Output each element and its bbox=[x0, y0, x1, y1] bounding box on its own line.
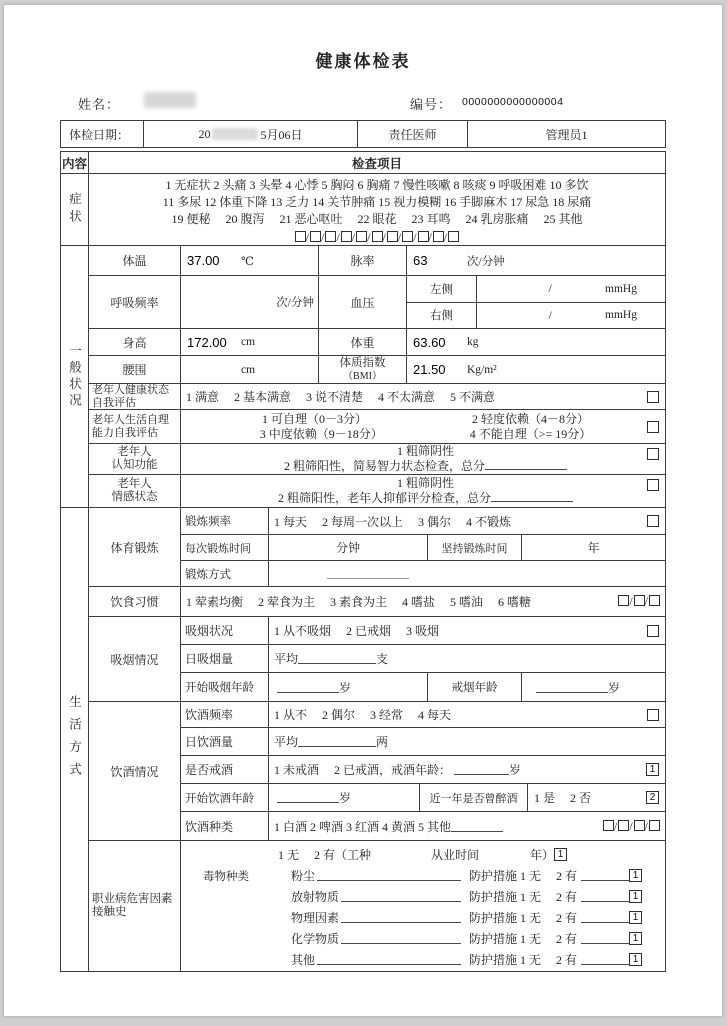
selfcare-opt2: 2 轻度依赖（4－8分） bbox=[471, 411, 589, 426]
exercise-persist-unit-cell[interactable]: 年 bbox=[587, 541, 600, 555]
bp-left-value-cell[interactable] bbox=[477, 276, 665, 302]
exercise-time-unit-cell[interactable]: 分钟 bbox=[269, 535, 428, 560]
emotion-score-blank[interactable] bbox=[491, 491, 573, 502]
doctor-value: 管理员1 bbox=[545, 127, 588, 142]
respiratory-rate-value-cell[interactable] bbox=[181, 276, 319, 328]
exam-date-suffix: 5月06日 bbox=[260, 127, 303, 142]
drinking-type-other-blank[interactable] bbox=[451, 821, 503, 832]
smoking-daily-blank[interactable] bbox=[298, 653, 376, 664]
elderly-health-self-label: 老年人健康状态 自我评估 bbox=[89, 384, 181, 409]
exam-date-prefix: 20 bbox=[198, 126, 211, 141]
elderly-selfcare-label: 老年人生活自理 能力自我评估 bbox=[89, 410, 181, 443]
waist-value-cell[interactable] bbox=[181, 356, 319, 383]
bp-left-slash: / bbox=[548, 281, 552, 296]
weight-unit: kg bbox=[467, 336, 479, 348]
drinking-start-age-cell: 岁 bbox=[269, 784, 420, 811]
exercise-freq-options: 1 每天 2 每周一次以上 3 偶尔 4 不锻炼 bbox=[274, 514, 512, 529]
temperature-unit: ℃ bbox=[241, 255, 254, 268]
waist-unit: cm bbox=[241, 363, 256, 376]
respiratory-rate-label: 呼吸频率 bbox=[89, 276, 181, 328]
section-label-symptoms: 症状 bbox=[67, 192, 82, 227]
document-page bbox=[4, 5, 722, 1016]
toxin-name: 放射物质 bbox=[290, 890, 339, 904]
pulse-value-cell bbox=[407, 246, 665, 275]
elderly-selfcare-options-cell bbox=[181, 410, 665, 443]
exercise-label: 体育锻炼 bbox=[89, 508, 181, 586]
symptom-options-line3: 19 便秘 20 腹泻 21 恶心呕吐 22 眼花 23 耳鸣 24 乳房胀痛 25 其他 bbox=[171, 212, 583, 226]
protection-text: 防护措施 1 无 2 有 bbox=[468, 932, 577, 946]
symptom-options-line1: 1 无症状 2 头痛 3 头晕 4 心悸 5 胸闷 6 胸痛 7 慢性咳嗽 8 咳痰 9 呼吸困难 10 多饮 bbox=[165, 178, 589, 192]
exam-date-value bbox=[144, 121, 358, 147]
exercise-freq-options-cell bbox=[269, 508, 665, 534]
smoking-start-age-cell: 岁 bbox=[269, 673, 428, 701]
drunk-past-year-options: 1 是 2 否 bbox=[534, 791, 592, 805]
bmi-label-line1: 体质指数 bbox=[339, 356, 386, 369]
drinking-start-age-label: 开始饮酒年龄 bbox=[181, 784, 269, 811]
smoking-daily-post: 支 bbox=[376, 652, 389, 666]
weight-label: 体重 bbox=[319, 329, 407, 355]
drinking-start-age-blank[interactable] bbox=[277, 792, 339, 803]
pulse-value: 63 bbox=[413, 253, 428, 268]
elderly-emotion-label: 老年人 情感状态 bbox=[89, 475, 181, 507]
bp-left-unit: mmHg bbox=[605, 282, 637, 295]
selfcare-opt1: 1 可自理（0－3分） bbox=[261, 411, 367, 426]
smoking-group bbox=[89, 617, 665, 702]
checkbox-elderly-selfcare[interactable] bbox=[647, 421, 659, 433]
toxin-name: 其他 bbox=[290, 953, 315, 967]
checkbox-elderly-cognition[interactable] bbox=[647, 448, 659, 460]
weight-value-cell bbox=[407, 329, 665, 355]
cognition-score-blank[interactable] bbox=[485, 459, 567, 470]
toxin-name: 粉尘 bbox=[290, 869, 315, 883]
drinking-daily-label: 日饮酒量 bbox=[181, 728, 269, 755]
cognition-opt1: 1 粗筛阴性 bbox=[396, 444, 454, 458]
smoking-status-options-cell bbox=[269, 617, 665, 644]
toxin-blank[interactable] bbox=[341, 891, 461, 902]
selfcare-opt3: 3 中度依赖（9－18分） bbox=[259, 426, 383, 441]
drinking-freq-options: 1 从不 2 偶尔 3 经常 4 每天 bbox=[274, 708, 452, 722]
section-symptoms bbox=[61, 174, 665, 246]
waist-label: 腰围 bbox=[89, 356, 181, 383]
checkbox-elderly-health-self[interactable] bbox=[647, 391, 659, 403]
protection-text: 防护措施 1 无 2 有 bbox=[468, 890, 577, 904]
exercise-mode-blank[interactable] bbox=[327, 568, 409, 579]
weight-value: 63.60 bbox=[413, 334, 446, 350]
toxin-name: 化学物质 bbox=[290, 932, 339, 946]
checkbox-exercise-freq[interactable] bbox=[647, 515, 659, 527]
protection-text: 防护措施 1 无 2 有 bbox=[468, 953, 577, 967]
protection-text: 防护措施 1 无 2 有 bbox=[468, 911, 577, 925]
section-label-lifestyle: 生活方式 bbox=[67, 694, 82, 785]
symptom-options-cell bbox=[89, 174, 665, 245]
bp-right-label: 右侧 bbox=[407, 303, 477, 329]
answer-box-toxin-3[interactable]: 1 bbox=[629, 911, 642, 924]
toxin-blank[interactable] bbox=[317, 954, 461, 965]
elderly-emotion-options-cell bbox=[181, 475, 665, 507]
protection-blank[interactable] bbox=[581, 912, 629, 923]
height-value-cell bbox=[181, 329, 319, 355]
occupational-label: 职业病危害因素 接触史 bbox=[89, 841, 181, 971]
smoking-status-options: 1 从不吸烟 2 已戒烟 3 吸烟 bbox=[274, 624, 440, 638]
bmi-unit: Kg/m² bbox=[467, 363, 497, 376]
height-unit: cm bbox=[241, 336, 256, 348]
smoking-quit-age-blank[interactable] bbox=[536, 682, 608, 693]
elderly-health-self-options-cell bbox=[181, 384, 665, 409]
drinking-group bbox=[89, 702, 665, 841]
smoking-start-age-blank[interactable] bbox=[277, 682, 339, 693]
exercise-time-label: 每次锻炼时间 bbox=[181, 535, 269, 560]
doctor-label: 责任医师 bbox=[358, 121, 468, 147]
toxin-type-label: 毒物种类 bbox=[202, 870, 249, 883]
diet-label: 饮食习惯 bbox=[89, 587, 181, 616]
exercise-freq-label: 锻炼频率 bbox=[181, 508, 269, 534]
name-number-row bbox=[60, 88, 666, 118]
exercise-mode-value-cell[interactable] bbox=[269, 561, 665, 586]
pulse-label: 脉率 bbox=[319, 246, 407, 275]
answer-box-occupational[interactable]: 1 bbox=[554, 848, 567, 861]
column-head-items: 检查项目 bbox=[351, 156, 402, 171]
emotion-opt2: 2 粗筛阳性，老年人抑郁评分检查，总分 bbox=[277, 491, 491, 505]
drinking-freq-label: 饮酒频率 bbox=[181, 702, 269, 727]
answer-box-toxin-2[interactable]: 1 bbox=[629, 890, 642, 903]
occupational-has-exposure: 1 无 2 有（工种 从业时间 年） bbox=[277, 848, 554, 862]
cognition-opt2: 2 粗筛阳性，简易智力状态检查，总分 bbox=[283, 459, 485, 473]
temperature-value: 37.00 bbox=[187, 253, 220, 268]
drinking-freq-options-cell bbox=[269, 702, 665, 727]
smoking-quit-age-label: 戒烟年龄 bbox=[428, 673, 522, 701]
drunk-past-year-label: 近一年是否曾醉酒 bbox=[420, 784, 528, 811]
bmi-value-cell bbox=[407, 356, 665, 383]
exam-info-table bbox=[60, 120, 666, 148]
checkbox-drinking-freq[interactable] bbox=[647, 709, 659, 721]
exercise-group bbox=[89, 508, 665, 587]
height-value: 172.00 bbox=[187, 334, 227, 350]
smoking-label: 吸烟情况 bbox=[89, 617, 181, 701]
drinking-daily-pre: 平均 bbox=[274, 735, 299, 749]
symptom-options-line2: 11 多尿 12 体重下降 13 乏力 14 关节肿痛 15 视力模糊 16 手脚麻木 17 尿急 18 尿痛 bbox=[162, 195, 592, 209]
smoking-start-age-label: 开始吸烟年龄 bbox=[181, 673, 269, 701]
elderly-cognition-label: 老年人 认知功能 bbox=[89, 444, 181, 474]
toxin-blank[interactable] bbox=[317, 870, 461, 881]
bmi-value: 21.50 bbox=[413, 362, 446, 377]
drinking-daily-post: 两 bbox=[376, 735, 389, 749]
bp-left-label: 左侧 bbox=[407, 276, 477, 302]
answer-box-toxin-5[interactable]: 1 bbox=[629, 953, 642, 966]
drinking-type-label: 饮酒种类 bbox=[181, 812, 269, 840]
occupational-group bbox=[89, 841, 665, 971]
height-label: 身高 bbox=[89, 329, 181, 355]
exam-date-label: 体检日期： bbox=[61, 121, 144, 147]
drinking-quit-label: 是否戒酒 bbox=[181, 756, 269, 783]
exercise-mode-label: 锻炼方式 bbox=[181, 561, 269, 586]
section-label-general: 一般状况 bbox=[67, 343, 82, 410]
respiratory-rate-unit: 次/分钟 bbox=[276, 297, 314, 309]
drinking-daily-blank[interactable] bbox=[298, 736, 376, 747]
section-lifestyle bbox=[61, 508, 665, 971]
drinking-quit-options: 1 未戒酒 2 已戒酒，戒酒年龄： bbox=[274, 763, 455, 777]
drinking-type-options-cell bbox=[269, 812, 665, 840]
smoking-quit-age-cell: 岁 bbox=[522, 673, 665, 701]
patient-name-redacted bbox=[144, 92, 196, 108]
elderly-health-self-options: 1 满意 2 基本满意 3 说不清楚 4 不太满意 5 不满意 bbox=[186, 390, 496, 404]
answer-box-drinking-quit[interactable]: 1 bbox=[646, 763, 659, 776]
drinking-daily-cell bbox=[269, 728, 665, 755]
checkbox-smoking-status[interactable] bbox=[647, 625, 659, 637]
temperature-value-cell bbox=[181, 246, 319, 275]
diet-answer-boxes[interactable]: / / bbox=[618, 594, 665, 609]
checkbox-elderly-emotion[interactable] bbox=[647, 479, 659, 491]
answer-box-toxin-1[interactable]: 1 bbox=[629, 869, 642, 882]
protection-blank[interactable] bbox=[581, 891, 629, 902]
elderly-cognition-options-cell bbox=[181, 444, 665, 474]
protection-text: 防护措施 1 无 2 有 bbox=[468, 869, 577, 883]
protection-blank[interactable] bbox=[581, 870, 629, 881]
bmi-label bbox=[319, 356, 407, 383]
section-general bbox=[61, 246, 665, 508]
bp-right-value-cell[interactable] bbox=[477, 303, 665, 329]
record-number-value: 0000000000000004 bbox=[462, 96, 564, 108]
drinking-type-answer-boxes[interactable]: / / / bbox=[603, 819, 665, 834]
selfcare-opt4: 4 不能自理（>= 19分） bbox=[469, 426, 592, 441]
drunk-past-year-options-cell bbox=[528, 784, 665, 811]
bp-right-unit: mmHg bbox=[605, 309, 637, 322]
main-form-table bbox=[60, 151, 666, 972]
temperature-label: 体温 bbox=[89, 246, 181, 275]
drinking-quit-age-blank[interactable] bbox=[454, 764, 509, 775]
smoking-daily-label: 日吸烟量 bbox=[181, 645, 269, 672]
protection-blank[interactable] bbox=[581, 954, 629, 965]
emotion-opt1: 1 粗筛阴性 bbox=[396, 476, 454, 490]
symptom-answer-boxes[interactable]: / / / / / / / / / / bbox=[295, 230, 459, 244]
toxin-name: 物理因素 bbox=[290, 911, 339, 925]
toxin-blank[interactable] bbox=[341, 933, 461, 944]
column-head-content: 内容 bbox=[61, 152, 89, 173]
blood-pressure-label: 血压 bbox=[319, 276, 407, 328]
toxin-blank[interactable] bbox=[341, 912, 461, 923]
drinking-label: 饮酒情况 bbox=[89, 702, 181, 840]
smoking-daily-cell bbox=[269, 645, 665, 672]
exercise-persist-label: 坚持锻炼时间 bbox=[428, 535, 522, 560]
smoking-daily-pre: 平均 bbox=[274, 652, 299, 666]
pulse-unit: 次/分钟 bbox=[467, 255, 505, 268]
smoking-status-label: 吸烟状况 bbox=[181, 617, 269, 644]
answer-box-drunk-past-year[interactable]: 2 bbox=[646, 791, 659, 804]
drinking-type-options: 1 白酒 2 啤酒 3 红酒 4 黄酒 5 其他 bbox=[274, 819, 452, 834]
exam-date-redacted bbox=[212, 128, 258, 140]
protection-blank[interactable] bbox=[581, 933, 629, 944]
diet-options: 1 荤素均衡 2 荤食为主 3 素食为主 4 嗜盐 5 嗜油 6 嗜糖 bbox=[186, 595, 532, 609]
bp-right-slash: / bbox=[548, 307, 552, 322]
diet-options-cell bbox=[181, 587, 665, 616]
drinking-quit-options-cell: 1 未戒酒 2 已戒酒，戒酒年龄： 岁 1 bbox=[269, 756, 665, 783]
occupational-content bbox=[181, 841, 665, 971]
patient-name-label: 姓名： bbox=[78, 97, 121, 112]
bmi-label-line2: （BMI） bbox=[343, 370, 382, 382]
form-title: 健康体检表 bbox=[315, 52, 411, 71]
record-number-label: 编号： bbox=[410, 97, 453, 112]
answer-box-toxin-4[interactable]: 1 bbox=[629, 932, 642, 945]
